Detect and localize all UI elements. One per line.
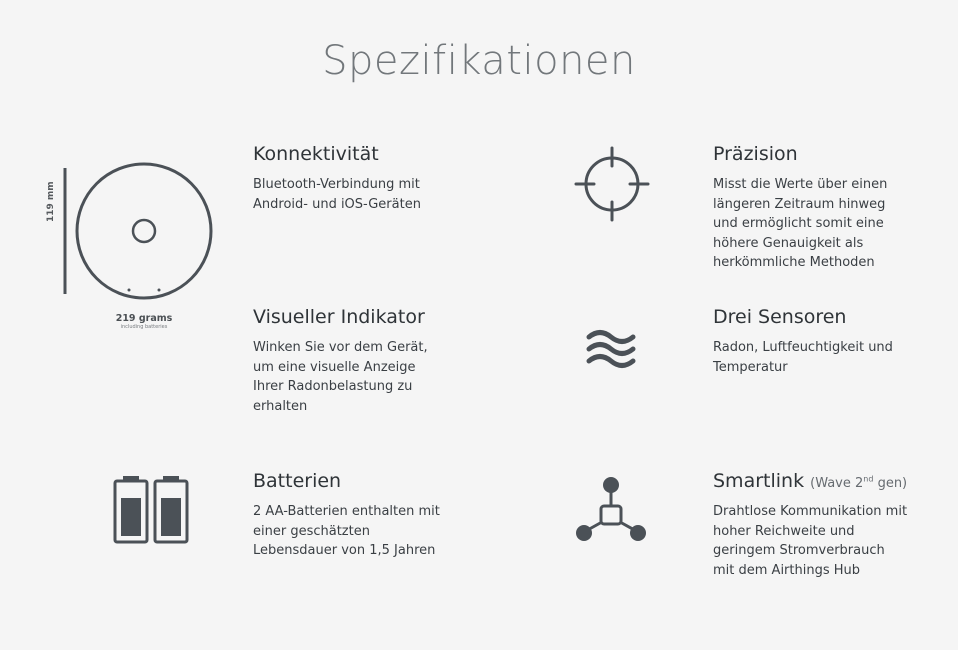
page-title: Spezifikationen (322, 38, 636, 84)
spec-description: Radon, Luftfeuchtigkeit und Temperatur (713, 340, 893, 375)
spec-description: Winken Sie vor dem Gerät, um eine visuelle Anzeige Ihrer Radonbelastung zu erhalten (253, 340, 428, 414)
waves-icon (586, 327, 636, 371)
spec-batteries (253, 470, 473, 561)
spec-description: Drahtlose Kommunikation mit hoher Reichweite und geringem Stromverbrauch mit dem Airthings Hub (713, 504, 908, 578)
device-outline (77, 164, 211, 298)
network-hub-icon (574, 476, 648, 544)
battery-icon (113, 474, 189, 544)
device-weight-note: including batteries (120, 324, 168, 330)
device-weight (96, 313, 192, 330)
spec-title: Präzision (713, 143, 798, 165)
spec-subtitle: (Wave 2nd gen) (810, 474, 908, 491)
device-button (133, 220, 155, 242)
device-led-right (158, 289, 161, 292)
spec-description: Misst die Werte über einen längeren Zeitraum hinweg und ermöglicht somit eine höhere Genauigkeit als herkömmliche Methoden (713, 177, 888, 270)
spec-title: Smartlink (Wave 2nd gen) (713, 470, 908, 492)
spec-visual-indicator (253, 306, 473, 416)
spec-title: Konnektivität (253, 143, 379, 165)
spec-connectivity (253, 143, 473, 214)
crosshair-icon (574, 146, 650, 222)
spec-description: 2 AA-Batterien enthalten mit einer geschätzten Lebensdauer von 1,5 Jahren (253, 504, 440, 558)
device-illustration (55, 150, 225, 310)
spec-smartlink (713, 470, 933, 580)
spec-title: Batterien (253, 470, 342, 492)
device-height-label: 119 mm (46, 181, 56, 222)
spec-sensors (713, 306, 933, 377)
spec-title: Visueller Indikator (253, 306, 425, 328)
device-weight-label: 219 grams (115, 313, 173, 324)
spec-title: Drei Sensoren (713, 306, 847, 328)
spec-precision (713, 143, 933, 273)
spec-description: Bluetooth-Verbindung mit Android- und iOS-Geräten (253, 177, 421, 212)
device-led-left (128, 289, 131, 292)
